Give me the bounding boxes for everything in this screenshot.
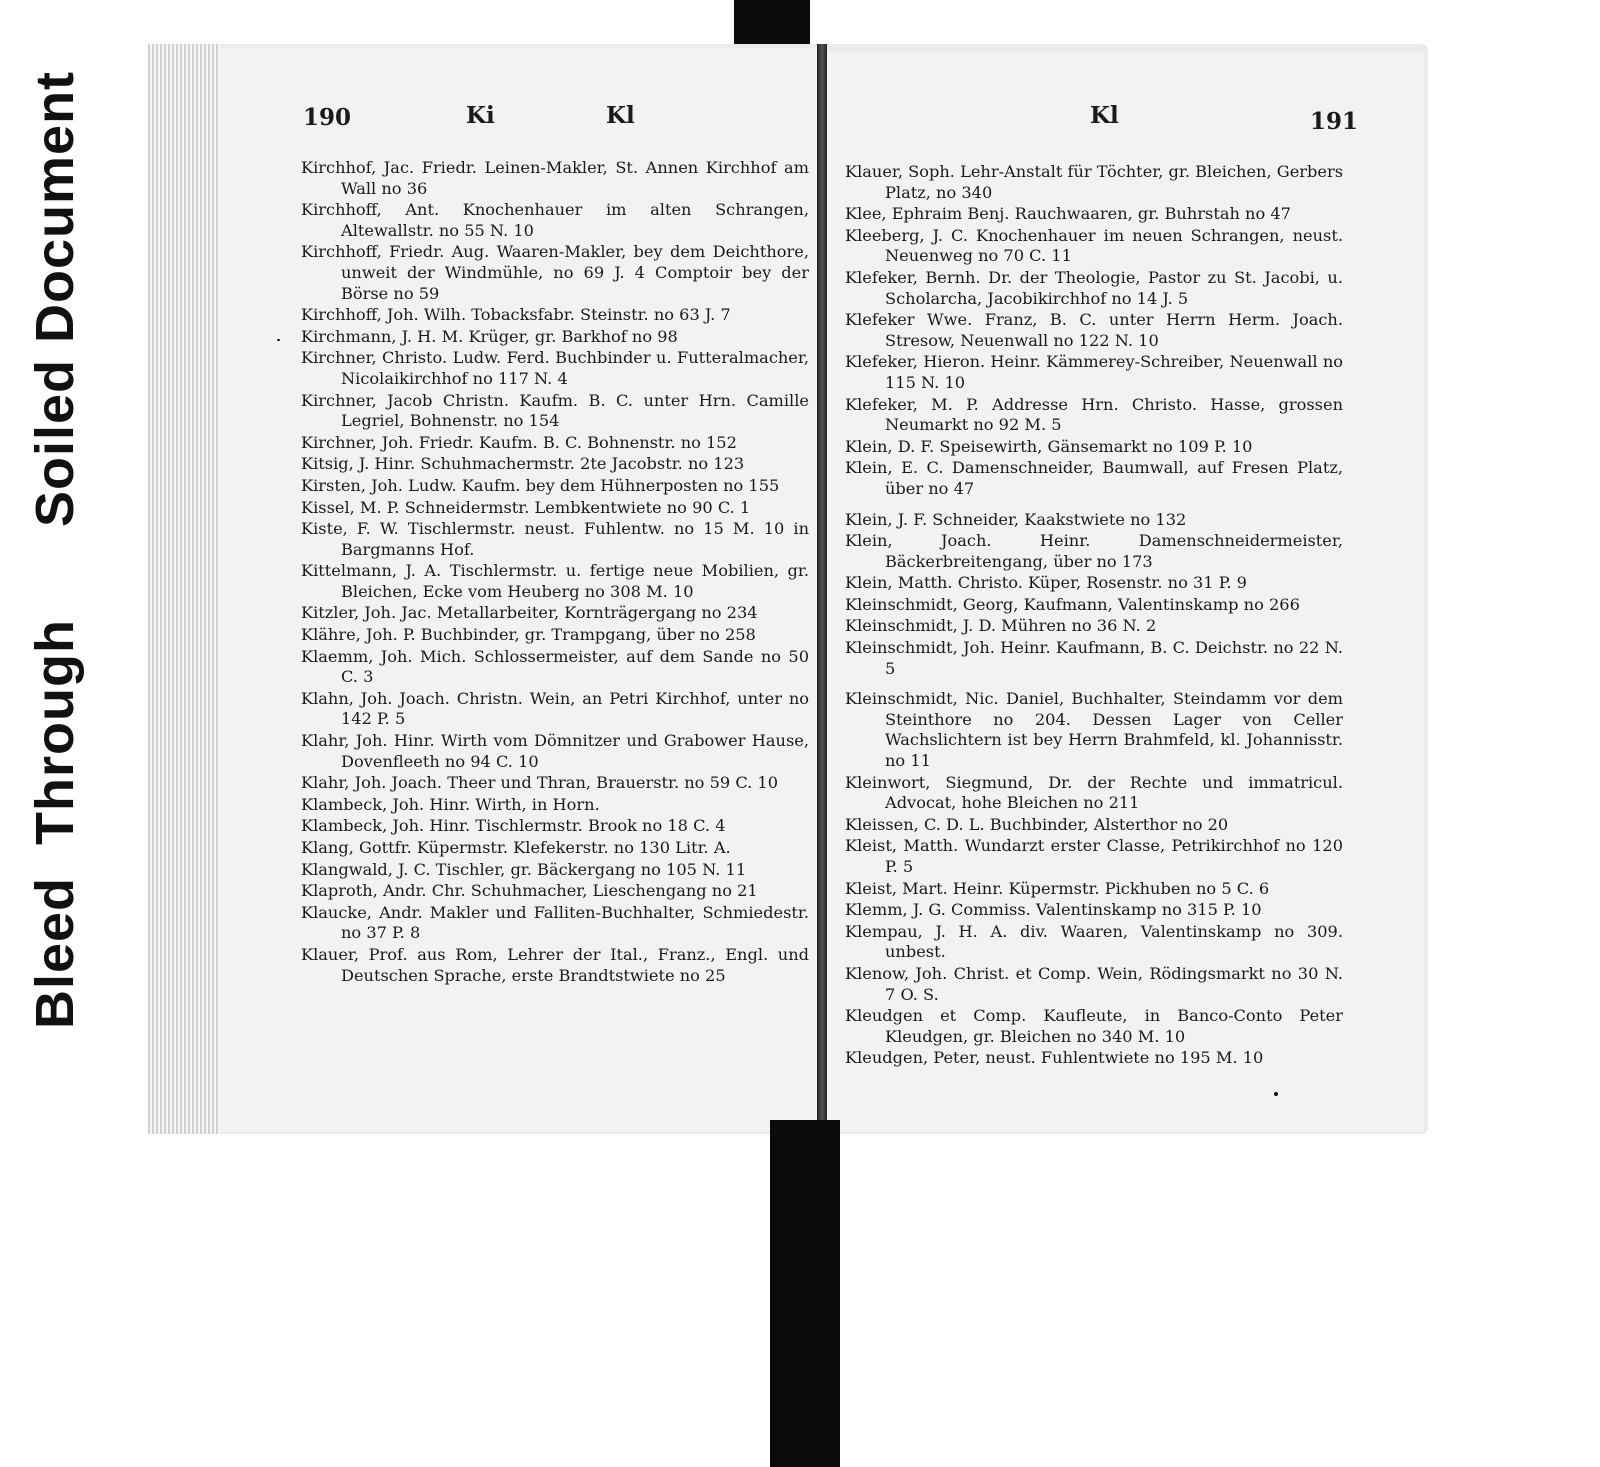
left-page-number: 190	[303, 104, 352, 131]
page-edges	[148, 44, 220, 1134]
directory-entry: Klee, Ephraim Benj. Rauchwaaren, gr. Buhrstah no 47	[845, 204, 1291, 224]
book-gutter	[817, 44, 827, 1134]
directory-entry: Kleudgen, Peter, neust. Fuhlentwiete no 195 M. 10	[845, 1048, 1264, 1068]
directory-entry: Kirchner, Jacob Christn. Kaufm. B. C. unter Hrn. Camille Legriel, Bohnenstr. no 154	[301, 390, 809, 431]
directory-entry: Klauer, Prof. aus Rom, Lehrer der Ital., Franz., Engl. und Deutschen Sprache, erste Brandtstwiete no 25	[301, 944, 809, 985]
left-entries	[301, 158, 809, 987]
directory-entry: Klefeker, Bernh. Dr. der Theologie, Pastor zu St. Jacobi, u. Scholarcha, Jacobikirchhof no 14 J. 5	[845, 267, 1343, 308]
side-label	[5, 20, 105, 1080]
left-header-2: Kl	[606, 102, 635, 129]
directory-entry: Kittelmann, J. A. Tischlermstr. u. fertige neue Mobilien, gr. Bleichen, Ecke vom Heuberg no 308 M. 10	[301, 561, 809, 601]
directory-entry: Kleinschmidt, J. D. Mühren no 36 N. 2	[845, 616, 1157, 636]
directory-entry: Kleinschmidt, Nic. Daniel, Buchhalter, Steindamm vor dem Steinthore no 204. Dessen Lager von Celler Wachslichtern ist bey Herrn Brahmfeld, kl. Johannisstr. no 11	[845, 689, 1343, 771]
directory-entry: Klahr, Joh. Joach. Theer und Thran, Brauerstr. no 59 C. 10	[301, 773, 779, 793]
right-header: Kl	[1090, 102, 1119, 129]
directory-entry: Klein, Matth. Christo. Küper, Rosenstr. no 31 P. 9	[845, 573, 1247, 593]
directory-entry: Klangwald, J. C. Tischler, gr. Bäckergang no 105 N. 11	[301, 859, 747, 879]
ink-speck	[1274, 1092, 1278, 1096]
directory-entry: Kirchhof, Jac. Friedr. Leinen-Makler, St. Annen Kirchhof am Wall no 36	[301, 158, 809, 198]
directory-entry: Klambeck, Joh. Hinr. Tischlermstr. Brook no 18 C. 4	[301, 816, 726, 836]
directory-entry: Klahr, Joh. Hinr. Wirth vom Dömnitzer und Grabower Hause, Dovenfleeth no 94 C. 10	[301, 731, 809, 771]
directory-entry: Kirchmann, J. H. M. Krüger, gr. Barkhof no 98	[301, 326, 678, 346]
directory-entry: Kiste, F. W. Tischlermstr. neust. Fuhlentw. no 15 M. 10 in Bargmanns Hof.	[301, 519, 809, 559]
left-header-1: Ki	[466, 102, 495, 129]
directory-entry: Kleinschmidt, Georg, Kaufmann, Valentinskamp no 266	[845, 594, 1300, 614]
directory-entry: Kleinschmidt, Joh. Heinr. Kaufmann, B. C. Deichstr. no 22 N. 5	[845, 638, 1343, 678]
directory-entry: Klemm, J. G. Commiss. Valentinskamp no 315 P. 10	[845, 900, 1262, 920]
directory-entry: Kleist, Matth. Wundarzt erster Classe, Petrikirchhof no 120 P. 5	[845, 836, 1343, 876]
directory-entry: Klambeck, Joh. Hinr. Wirth, in Horn.	[301, 794, 600, 814]
directory-entry: Kirchhoff, Ant. Knochenhauer im alten Schrangen, Altewallstr. no 55 N. 10	[301, 200, 809, 240]
directory-entry: Klein, D. F. Speisewirth, Gänsemarkt no 109 P. 10	[845, 436, 1253, 456]
directory-entry: Klauer, Soph. Lehr-Anstalt für Töchter, gr. Bleichen, Gerbers Platz, no 340	[845, 162, 1343, 202]
directory-entry: Kleeberg, J. C. Knochenhauer im neuen Schrangen, neust. Neuenweg no 70 C. 11	[845, 225, 1343, 266]
directory-entry: Klein, E. C. Damenschneider, Baumwall, auf Fresen Platz, über no 47	[845, 458, 1343, 498]
bottom-clip	[770, 1120, 840, 1467]
directory-entry: Kirchner, Christo. Ludw. Ferd. Buchbinder u. Futteralmacher, Nicolaikirchhof no 117 N. 4	[301, 348, 809, 388]
side-label-word-3: Soiled Document	[25, 70, 85, 527]
directory-entry: Kleinwort, Siegmund, Dr. der Rechte und immatricul. Advocat, hohe Bleichen no 211	[845, 772, 1343, 813]
directory-entry: Klähre, Joh. P. Buchbinder, gr. Trampgang, über no 258	[301, 625, 756, 645]
top-clip	[734, 0, 810, 44]
directory-entry: Kirchhoff, Friedr. Aug. Waaren-Makler, bey dem Deichthore, unweit der Windmühle, no 69 J. 4 Comptoir bey der Börse no 59	[301, 242, 809, 303]
directory-entry: Klein, Joach. Heinr. Damenschneidermeister, Bäckerbreitengang, über no 173	[845, 531, 1343, 571]
directory-entry: Klein, J. F. Schneider, Kaakstwiete no 132	[845, 509, 1187, 529]
right-page-number: 191	[1310, 108, 1359, 135]
directory-entry: Klaucke, Andr. Makler und Falliten-Buchhalter, Schmiedestr. no 37 P. 8	[301, 902, 809, 943]
directory-entry: Klefeker Wwe. Franz, B. C. unter Herrn Herm. Joach. Stresow, Neuenwall no 122 N. 10	[845, 310, 1343, 350]
directory-entry: Kirsten, Joh. Ludw. Kaufm. bey dem Hühnerposten no 155	[301, 475, 780, 495]
directory-entry: Kleudgen et Comp. Kaufleute, in Banco-Conto Peter Kleudgen, gr. Bleichen no 340 M. 10	[845, 1006, 1343, 1046]
ink-speck	[277, 339, 280, 341]
directory-entry: Klefeker, M. P. Addresse Hrn. Christo. Hasse, grossen Neumarkt no 92 M. 5	[845, 394, 1343, 435]
directory-entry: Klenow, Joh. Christ. et Comp. Wein, Rödingsmarkt no 30 N. 7 O. S.	[845, 963, 1343, 1004]
directory-entry: Kirchhoff, Joh. Wilh. Tobacksfabr. Steinstr. no 63 J. 7	[301, 305, 731, 325]
directory-entry: Kirchner, Joh. Friedr. Kaufm. B. C. Bohnenstr. no 152	[301, 432, 737, 452]
directory-entry: Kissel, M. P. Schneidermstr. Lembkentwiete no 90 C. 1	[301, 497, 751, 517]
side-label-word-1: Bleed	[25, 876, 85, 1030]
directory-entry: Klempau, J. H. A. div. Waaren, Valentinskamp no 309. unbest.	[845, 921, 1343, 962]
directory-entry: Klefeker, Hieron. Heinr. Kämmerey-Schreiber, Neuenwall no 115 N. 10	[845, 352, 1343, 392]
side-label-word-2: Through	[25, 619, 85, 845]
directory-entry: Klaproth, Andr. Chr. Schuhmacher, Lieschengang no 21	[301, 881, 758, 901]
directory-entry: Kitzler, Joh. Jac. Metallarbeiter, Kornträgergang no 234	[301, 603, 758, 623]
directory-entry: Klahn, Joh. Joach. Christn. Wein, an Petri Kirchhof, unter no 142 P. 5	[301, 688, 809, 729]
directory-entry: Kitsig, J. Hinr. Schuhmachermstr. 2te Jacobstr. no 123	[301, 454, 745, 474]
directory-entry: Kleist, Mart. Heinr. Küpermstr. Pickhuben no 5 C. 6	[845, 878, 1270, 898]
directory-entry: Kleissen, C. D. L. Buchbinder, Alsterthor no 20	[845, 814, 1229, 834]
directory-entry: Klaemm, Joh. Mich. Schlossermeister, auf dem Sande no 50 C. 3	[301, 646, 809, 687]
directory-entry: Klang, Gottfr. Küpermstr. Klefekerstr. no 130 Litr. A.	[301, 838, 731, 857]
right-entries	[845, 162, 1343, 1070]
